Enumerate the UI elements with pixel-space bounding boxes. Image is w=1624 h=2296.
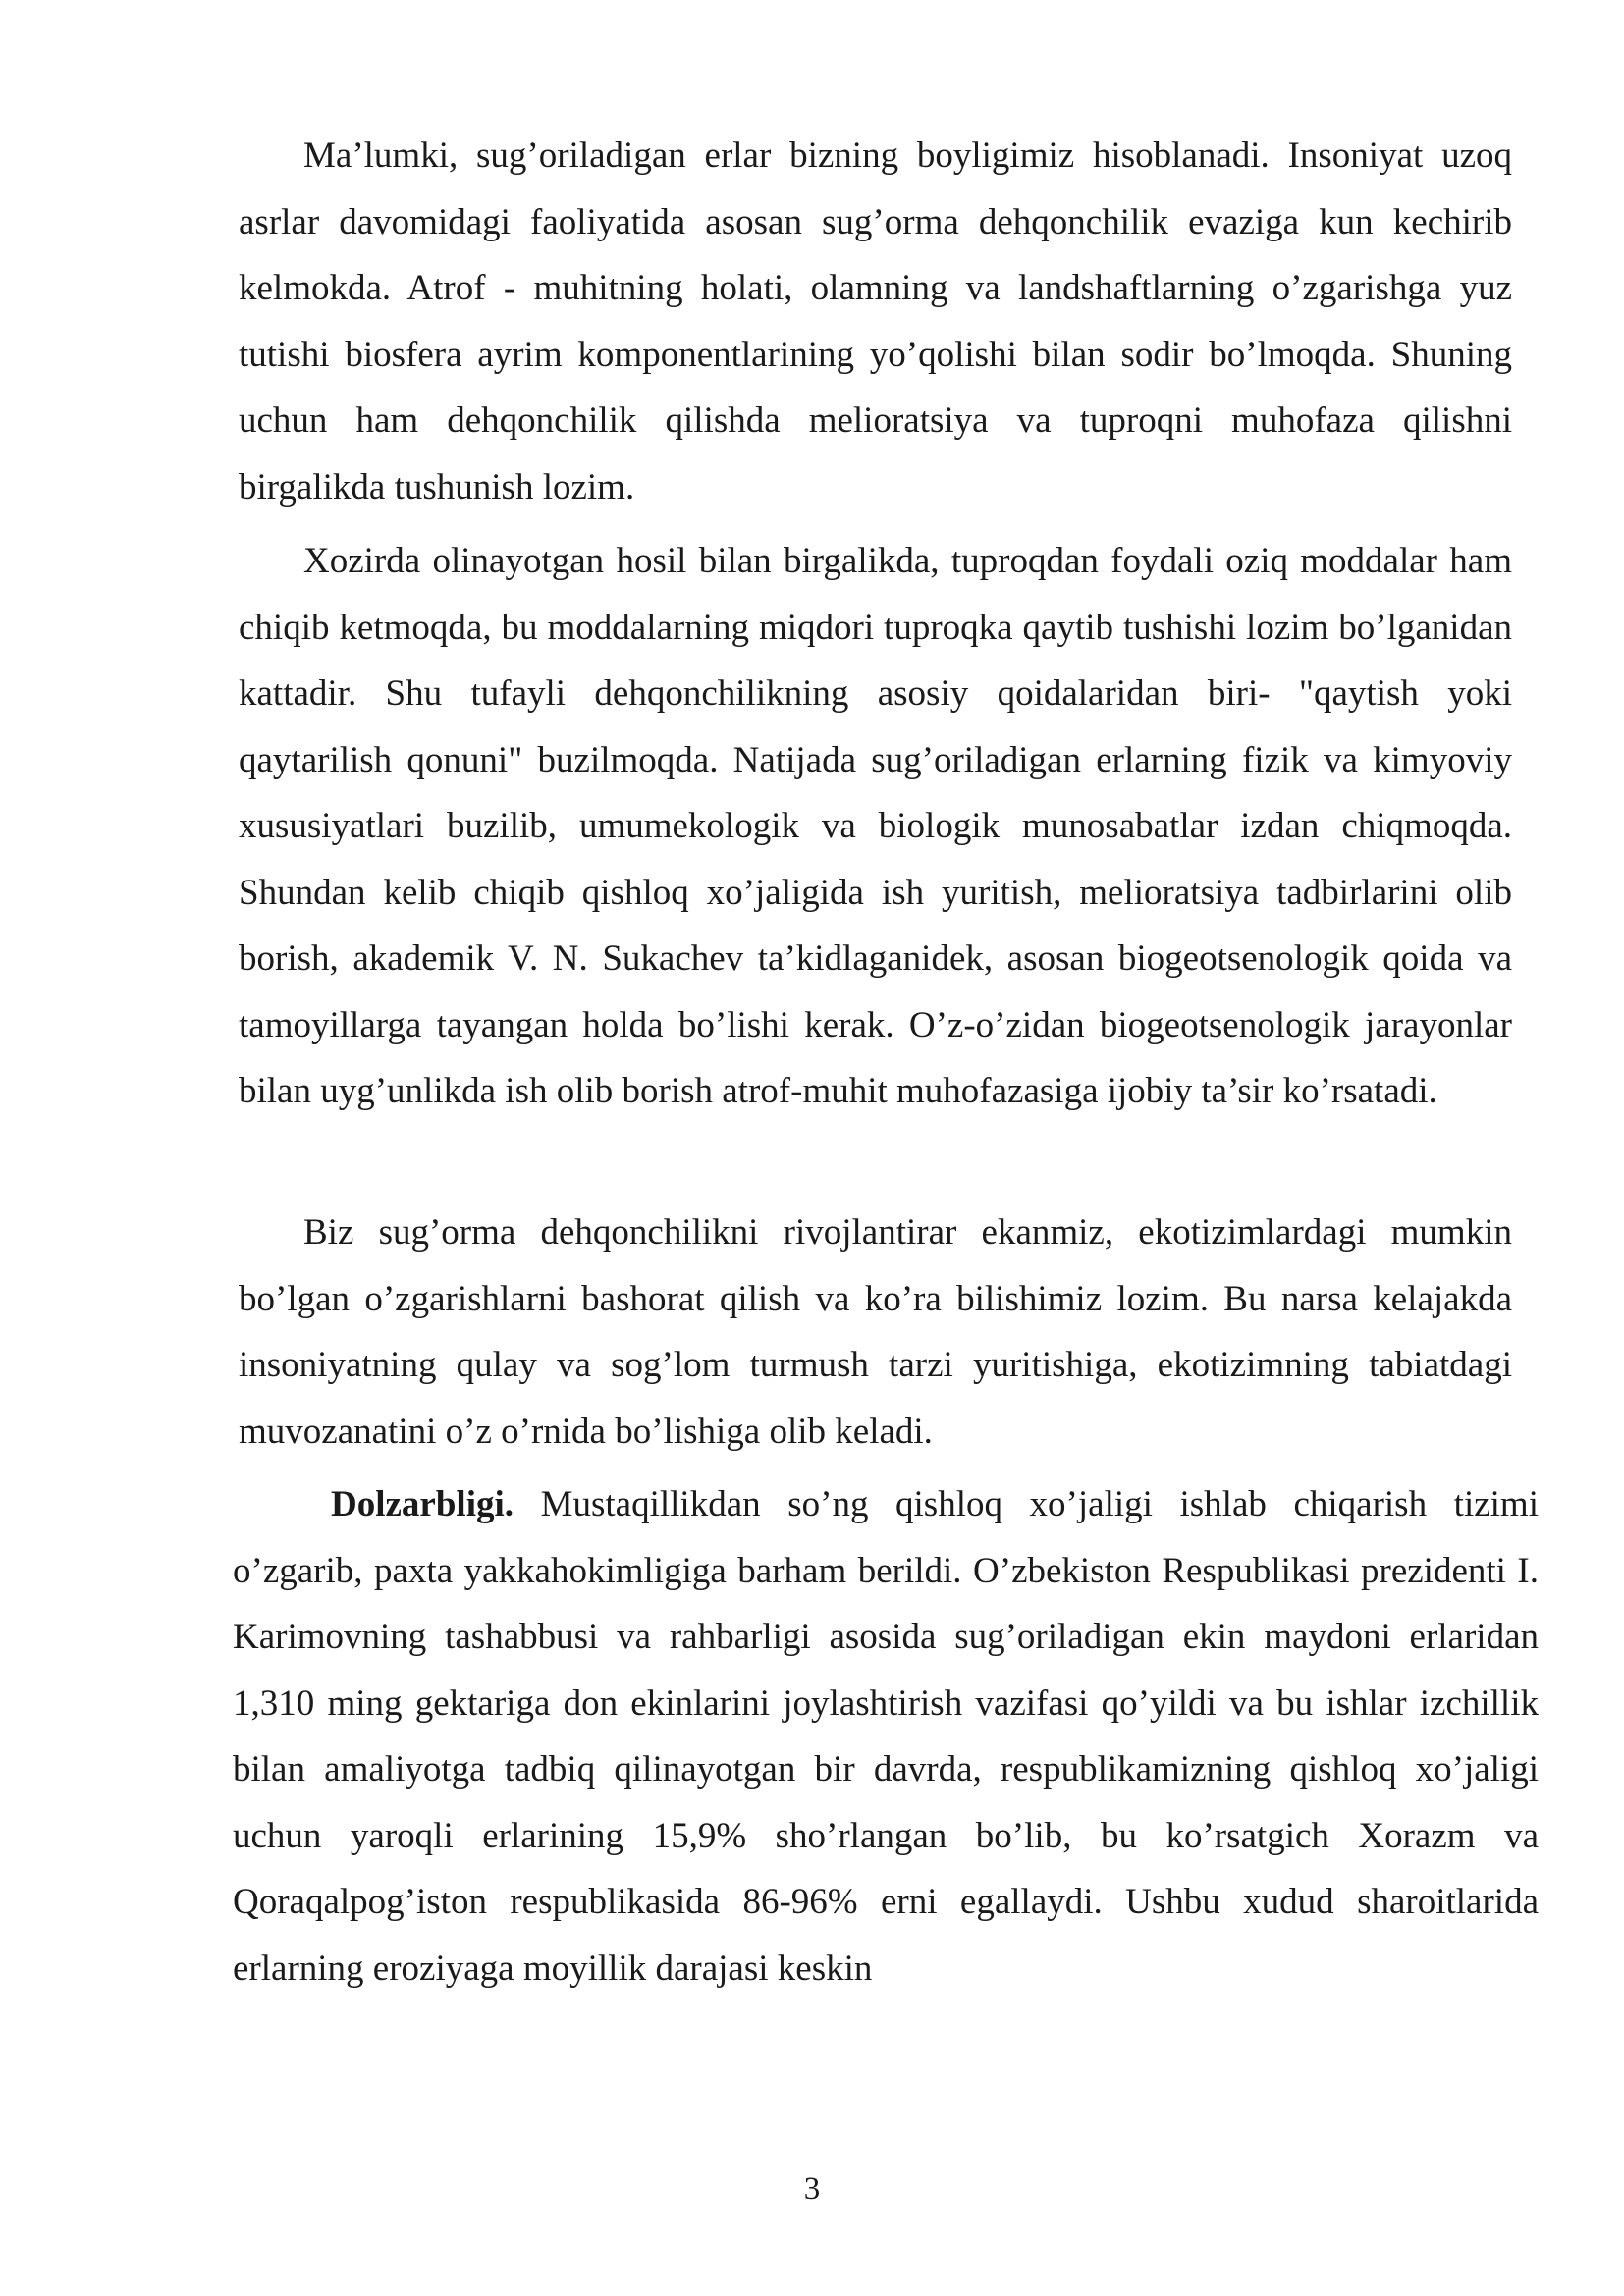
paragraph-irrigated-farming: Biz sug’orma dehqonchilikni rivojlantirar ekanmiz, ekotizimlardagi mumkin bo’lgan o’zgarishlarni bashorat qilish va ko’ra bilishimiz lozim. Bu narsa kelajakda insoniyatning qulay va sog’lom turmush tarzi yuritishiga, ekotizimning tabiatdagi muvozanatini o’z o’rnida bo’lishiga olib keladi. [239, 1212, 1512, 1452]
paragraph-relevance [233, 1471, 1539, 2002]
paragraph-soil-nutrients: Xozirda olinayotgan hosil bilan birgalikda, tuproqdan foydali oziq moddalar ham chiqib ketmoqda, bu moddalarning miqdori tuproqka qaytib tushishi lozim bo’lganidan kattadir. Shu tufayli dehqonchilikning asosiy qoidalaridan biri- "qaytish yoki qaytarilish qonuni" buzilmoqda. Natijada sug’oriladigan erlarning fizik va kimyoviy xususiyatlari buzilib, umumekologik va biologik munosabatlar izdan chiqmoqda. Shundan kelib chiqib qishloq xo’jaligida ish yuritish, melioratsiya tadbirlarini olib borish, akademik V. N. Sukachev ta’kidlaganidek, asosan biogeotsenologik qoida va tamoyillarga tayangan holda bo’lishi kerak. O’z-o’zidan biogeotsenologik jarayonlar bilan uyg’unlikda ish olib borish atrof-muhit muhofazasiga ijobiy ta’sir ko’rsatadi. [239, 541, 1512, 1111]
paragraph-intro: Ma’lumki, sug’oriladigan erlar bizning boyligimiz hisoblanadi. Insoniyat uzoq asrlar davomidagi faoliyatida asosan sug’orma dehqonchilik evaziga kun kechirib kelmokda. Atrof - muhitning holati, olamning va landshaftlarning o’zgarishga yuz tutishi biosfera ayrim komponentlarining yo’qolishi bilan sodir bo’lmoqda. Shuning uchun ham dehqonchilik qilishda melioratsiya va tuproqni muhofaza qilishni birgalikda tushunish lozim. [239, 135, 1512, 507]
relevance-text: Mustaqillikdan so’ng qishloq xo’jaligi ishlab chiqarish tizimi o’zgarib, paxta yakkahokimligiga barham berildi. O’zbekiston Respublikasi prezidenti I. Karimovning tashabbusi va rahbarligi asosida sug’oriladigan ekin maydoni erlaridan 1,310 ming gektariga don ekinlarini joylashtirish vazifasi qo’yildi va bu ishlar izchillik bilan amaliyotga tadbiq qilinayotgan bir davrda, respublikamizning qishloq xo’jaligi uchun yaroqli erlarining 15,9% sho’rlangan bo’lib, bu ko’rsatgich Xorazm va Qoraqalpog’iston respublikasida 86-96% erni egallaydi. Ushbu xudud sharoitlarida erlarning eroziyaga moyillik darajasi keskin [233, 1484, 1539, 1989]
relevance-heading: Dolzarbligi. [331, 1484, 514, 1524]
page-number: 3 [803, 2171, 821, 2207]
